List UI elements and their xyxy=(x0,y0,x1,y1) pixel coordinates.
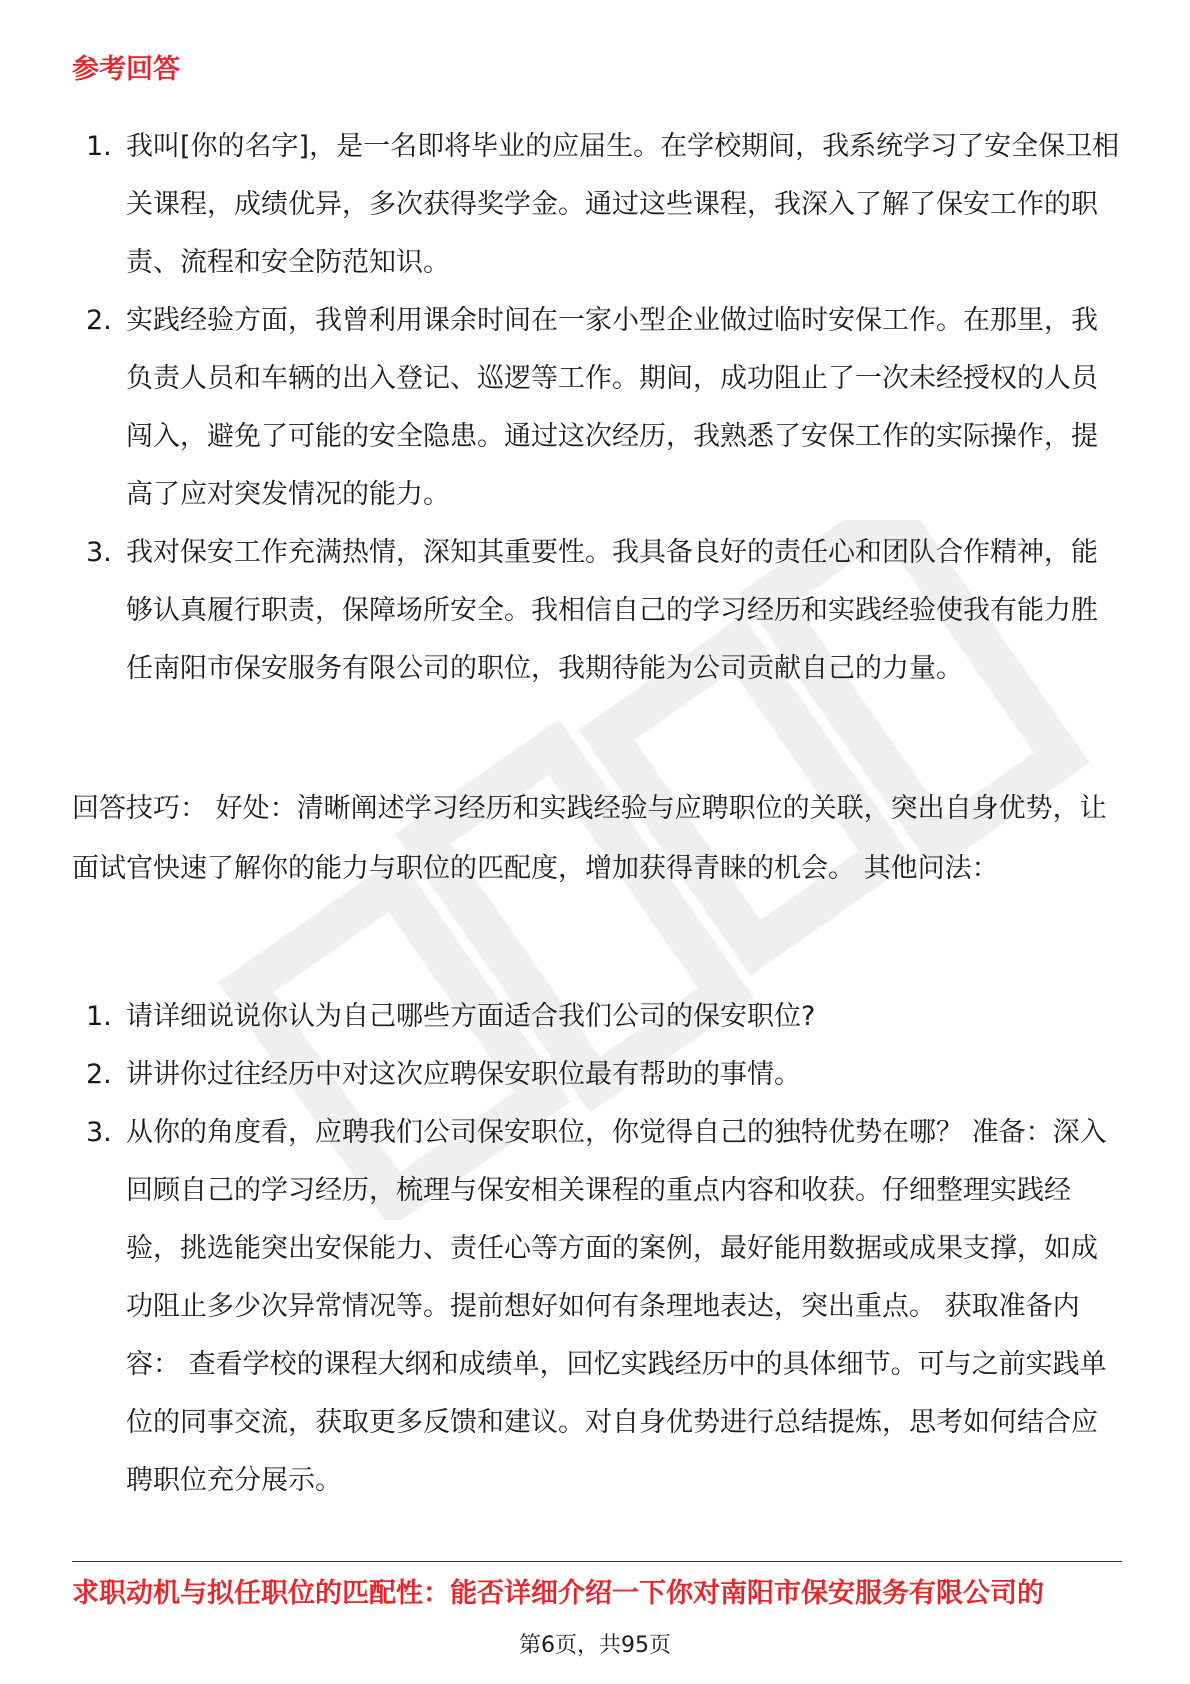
list-item-number: 3. xyxy=(86,537,112,568)
list-item-text: 请详细说说你认为自己哪些方面适合我们公司的保安职位? xyxy=(126,1001,816,1032)
list-item-text: 实践经验方面，我曾利用课余时间在一家小型企业做过临时安保工作。在那里，我负责人员和车辆的出入登记、巡逻等工作。期间，成功阻止了一次未经授权的人员闯入，避免了可能的安全隐患。通过这次经历，我熟悉了安保工作的实际操作，提高了应对突发情况的能力。 xyxy=(126,305,1098,510)
next-question-heading: 求职动机与拟任职位的匹配性：能否详细介绍一下你对南阳市保安服务有限公司的 xyxy=(72,1578,1044,1609)
list-item xyxy=(72,1046,1122,1104)
list-item-number: 2. xyxy=(86,1059,112,1090)
list-item-number: 2. xyxy=(86,305,112,336)
list-item-number: 1. xyxy=(86,1001,112,1032)
tips-paragraph: 回答技巧： 好处：清晰阐述学习经历和实践经验与应聘职位的关联，突出自身优势，让面试官快速了解你的能力与职位的匹配度，增加获得青睐的机会。 其他问法： xyxy=(72,793,1107,884)
list-item-text: 我对保安工作充满热情，深知其重要性。我具备良好的责任心和团队合作精神，能够认真履行职责，保障场所安全。我相信自己的学习经历和实践经验使我有能力胜任南阳市保安服务有限公司的职位，我期待能为公司贡献自己的力量。 xyxy=(126,537,1098,684)
page-number: 第6页，共95页 xyxy=(519,1633,671,1658)
list-item xyxy=(72,118,1122,292)
list-item xyxy=(72,988,1122,1046)
list-item-text: 讲讲你过往经历中对这次应聘保安职位最有帮助的事情。 xyxy=(126,1059,801,1090)
list-item-text: 从你的角度看，应聘我们公司保安职位，你觉得自己的独特优势在哪？ 准备：深入回顾自己的学习经历，梳理与保安相关课程的重点内容和收获。仔细整理实践经验，挑选能突出安保能力、责任心等方面的案例，最好能用数据或成果支撑，如成功阻止多少次异常情况等。提前想好如何有条理地表达，突出重点。 获取准备内容： 查看学校的课程大纲和成绩单，回忆实践经历中的具体细节。可与之前实践单位的同事交流，获取更多反馈和建议。对自身优势进行总结提炼，思考如何结合应聘职位充分展示。 xyxy=(126,1117,1107,1496)
answer-list xyxy=(72,118,1122,698)
section-title: 参考回答 xyxy=(72,54,180,85)
list-item-number: 3. xyxy=(86,1117,112,1148)
divider xyxy=(72,1561,1122,1562)
list-item-text: 我叫[你的名字]，是一名即将毕业的应届生。在学校期间，我系统学习了安全保卫相关课程，成绩优异，多次获得奖学金。通过这些课程，我深入了解了保安工作的职责、流程和安全防范知识。 xyxy=(126,131,1120,278)
list-item xyxy=(72,292,1122,524)
list-item-number: 1. xyxy=(86,131,112,162)
list-item xyxy=(72,524,1122,698)
list-item xyxy=(72,1104,1122,1510)
other-questions-list xyxy=(72,988,1122,1510)
